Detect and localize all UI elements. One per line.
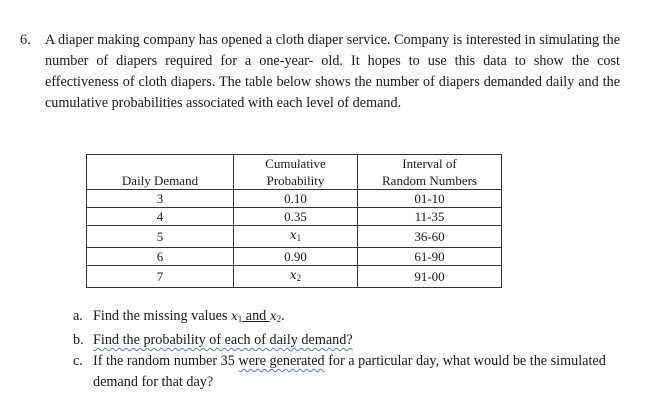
interval-cell: 11-35 bbox=[358, 208, 502, 226]
cumulative-cell bbox=[234, 226, 358, 248]
header-cumulative-line2: Probability bbox=[266, 173, 325, 188]
interval-cell: 01-10 bbox=[358, 190, 502, 208]
header-cumulative-line1: Cumulative bbox=[265, 156, 326, 171]
demand-cell: 4 bbox=[87, 208, 234, 226]
subscript: 1 bbox=[296, 233, 302, 243]
part-c-text-before: If the random number 35 bbox=[93, 353, 239, 369]
table-row bbox=[87, 266, 502, 288]
header-interval bbox=[358, 155, 502, 190]
part-label: b. bbox=[73, 332, 84, 348]
header-cumulative-probability bbox=[234, 155, 358, 190]
question-text: A diaper making company has opened a cloth diaper service. Company is interested in simulating the number of diapers required for a one-year- old. It hopes to use this data to show the cost effectiveness of cloth diapers. The table below shows the number of diapers demanded daily and the cumulative probabilities associated with each level of demand. bbox=[45, 32, 620, 111]
part-c-text-after: for a particular day, what would be the simulated demand for that day? bbox=[93, 353, 606, 390]
part-c bbox=[73, 351, 613, 393]
part-b bbox=[73, 330, 613, 351]
table-header-row bbox=[87, 155, 502, 190]
part-a-text: Find the missing values bbox=[93, 308, 231, 324]
interval-cell: 36-60 bbox=[358, 226, 502, 248]
table-row bbox=[87, 190, 502, 208]
subscript: 2 bbox=[296, 273, 302, 283]
variable-x: x bbox=[269, 309, 277, 323]
demand-cell: 7 bbox=[87, 266, 234, 288]
subscript: 2 bbox=[276, 314, 282, 324]
part-a bbox=[73, 306, 613, 330]
variable-x: x bbox=[230, 309, 238, 323]
demand-cell: 5 bbox=[87, 226, 234, 248]
part-label: c. bbox=[73, 353, 83, 369]
header-daily-demand bbox=[87, 155, 234, 190]
subscript: 1 bbox=[237, 314, 243, 324]
header-interval-line2: Random Numbers bbox=[382, 173, 477, 188]
sub-questions bbox=[73, 306, 613, 393]
header-interval-line1: Interval of bbox=[402, 156, 457, 171]
table-row bbox=[87, 226, 502, 248]
connector-text: and bbox=[242, 308, 270, 324]
variable-x: x bbox=[289, 268, 297, 282]
demand-cell: 6 bbox=[87, 248, 234, 266]
interval-cell: 61-90 bbox=[358, 248, 502, 266]
cumulative-cell: 0.90 bbox=[234, 248, 358, 266]
interval-cell: 91-00 bbox=[358, 266, 502, 288]
question-6 bbox=[20, 30, 620, 114]
part-b-text: Find the probability of each of daily demand? bbox=[93, 332, 353, 348]
part-label: a. bbox=[73, 308, 83, 324]
table-row bbox=[87, 208, 502, 226]
table-row bbox=[87, 248, 502, 266]
variable-x: x bbox=[289, 228, 297, 242]
demand-cell: 3 bbox=[87, 190, 234, 208]
part-c-underlined: were generated bbox=[238, 353, 325, 369]
cumulative-cell: 0.10 bbox=[234, 190, 358, 208]
question-number: 6. bbox=[20, 32, 31, 48]
demand-table bbox=[86, 154, 502, 288]
period: . bbox=[281, 308, 285, 324]
header-daily-demand-label: Daily Demand bbox=[121, 173, 199, 188]
cumulative-cell bbox=[234, 266, 358, 288]
cumulative-cell: 0.35 bbox=[234, 208, 358, 226]
